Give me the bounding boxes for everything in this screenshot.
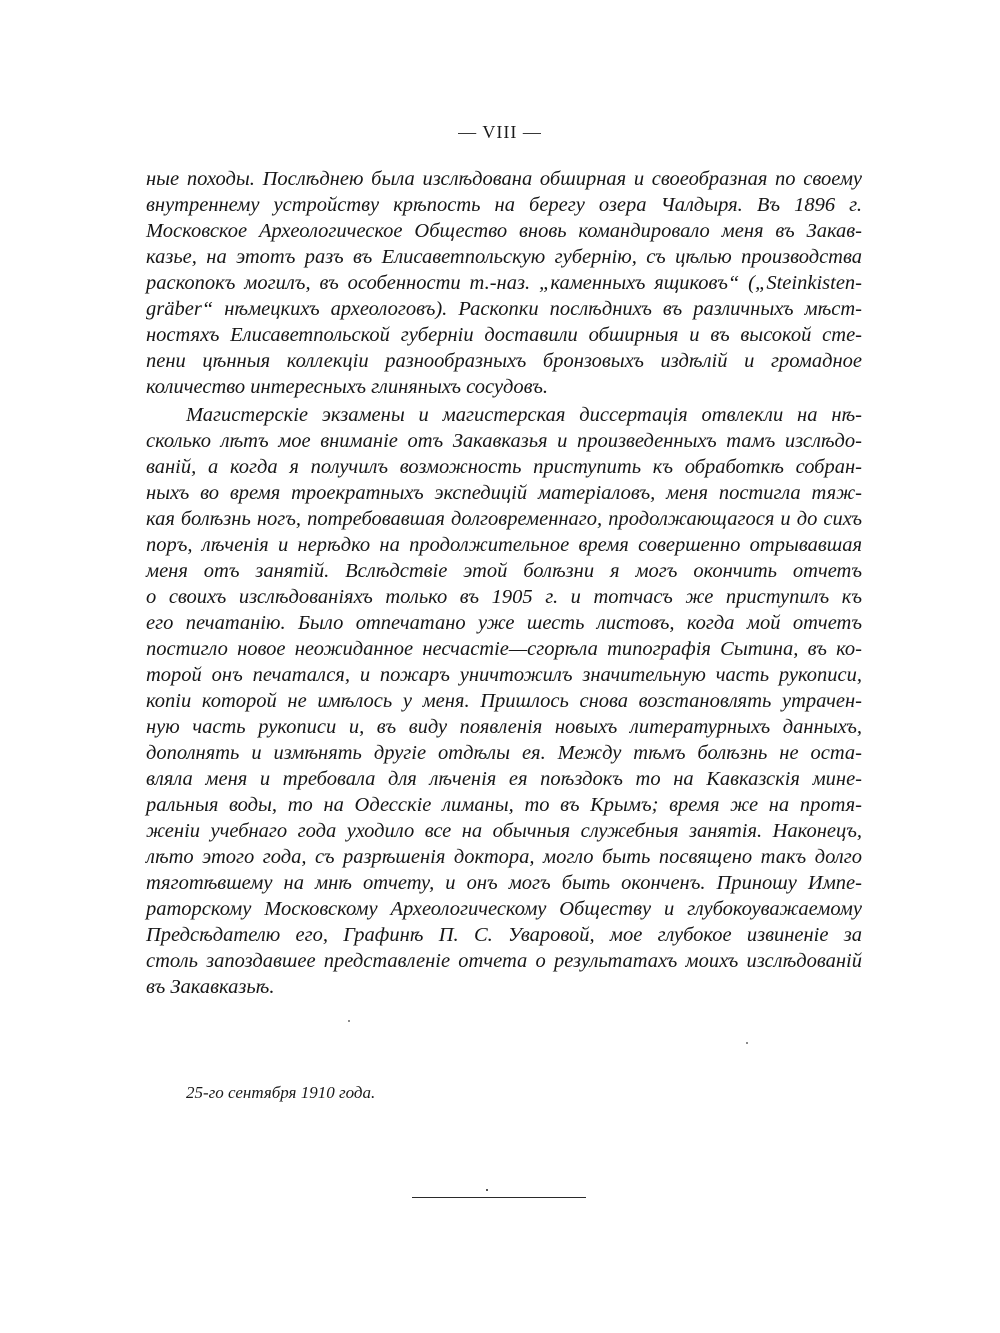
text-line: тяготѣвшему на мнѣ отчету, и онъ могъ быть оконченъ. Приношу Импе- bbox=[146, 872, 862, 894]
text-line: кая болѣзнь ногъ, потребовавшая долговременнаго, продолжающагося и до сихъ bbox=[146, 508, 862, 530]
text-line: ныхъ во время троекратныхъ экспедицій матеріаловъ, меня постигла тяж- bbox=[146, 482, 862, 504]
text-line: Предсѣдателю его, Графинѣ П. С. Уваровой, мое глубокое извиненіе за bbox=[146, 924, 862, 946]
text-line: въ Закавказьѣ. bbox=[146, 976, 275, 998]
text-line: сколько лѣтъ мое вниманіе отъ Закавказья и произведенныхъ тамъ изслѣдо- bbox=[146, 430, 862, 452]
text-line: ральныя воды, то на Одесскіе лиманы, то въ Крымъ; время же на протя- bbox=[146, 794, 862, 816]
body-text bbox=[146, 166, 862, 1000]
page-number: — VIII — bbox=[458, 122, 542, 142]
text-line: женіи учебнаго года уходило все на обычныя служебныя занятія. Наконецъ, bbox=[146, 820, 862, 842]
end-rule-divider bbox=[412, 1197, 586, 1198]
print-speck bbox=[746, 1042, 748, 1044]
text-line: торой онъ печатался, и пожаръ уничтожилъ значительную часть рукописи, bbox=[146, 664, 862, 686]
text-line: количество интересныхъ глиняныхъ сосудовъ. bbox=[146, 376, 549, 398]
text-line: о своихъ изслѣдованіяхъ только въ 1905 г. и тотчасъ же приступилъ къ bbox=[146, 586, 862, 608]
text-line: ную часть рукописи и, въ виду появленія новыхъ литературныхъ данныхъ, bbox=[146, 716, 862, 738]
text-line: ные походы. Послѣднею была изслѣдована обширная и своеобразная по своему bbox=[146, 168, 862, 190]
text-line: ностяхъ Елисаветпольской губерніи доставили обширныя и въ высокой сте- bbox=[146, 324, 862, 346]
text-line: раскопокъ могилъ, въ особенности т.-наз. „каменныхъ ящиковъ“ („Steinkisten- bbox=[146, 272, 862, 294]
text-line: gräber“ нѣмецкихъ археологовъ). Раскопки послѣднихъ въ различныхъ мѣст- bbox=[146, 298, 862, 320]
text-line: Магистерскіе экзамены и магистерская диссертація отвлекли на нѣ- bbox=[186, 404, 862, 426]
text-line: лѣто этого года, съ разрѣшенія доктора, могло быть посвящено такъ долго bbox=[146, 846, 862, 868]
paragraph-1 bbox=[146, 166, 862, 400]
text-line: раторскому Московскому Археологическому Обществу и глубокоуважаемому bbox=[146, 898, 862, 920]
text-line: вляла меня и требовала для лѣченія ея поѣздокъ то на Кавказскія мине- bbox=[146, 768, 862, 790]
print-speck bbox=[348, 1020, 350, 1022]
paragraph-2 bbox=[146, 402, 862, 1000]
text-line: дополнять и измѣнять другіе отдѣлы ея. Между тѣмъ болѣзнь не оста- bbox=[146, 742, 862, 764]
text-line: меня отъ занятій. Вслѣдствіе этой болѣзни я могъ окончить отчетъ bbox=[146, 560, 862, 582]
text-line: копіи которой не имѣлось у меня. Пришлось снова возстановлять утрачен- bbox=[146, 690, 862, 712]
rule-speck bbox=[486, 1189, 488, 1191]
text-line: постигло новое неожиданное несчастіе—сгорѣла типографія Сытина, въ ко- bbox=[146, 638, 862, 660]
text-line: ваній, а когда я получилъ возможность приступить къ обработкѣ собран- bbox=[146, 456, 862, 478]
text-line: пени цѣнныя коллекціи разнообразныхъ бронзовыхъ издѣлій и громадное bbox=[146, 350, 862, 372]
date-signature: 25-го сентября 1910 года. bbox=[186, 1083, 376, 1102]
text-line: столь запоздавшее представленіе отчета о результатахъ моихъ изслѣдованій bbox=[146, 950, 862, 972]
text-line: казье, на этотъ разъ въ Елисаветпольскую губернію, съ цѣлью производства bbox=[146, 246, 862, 268]
text-line: его печатанію. Было отпечатано уже шесть листовъ, когда мой отчетъ bbox=[146, 612, 862, 634]
text-line: Московское Археологическое Общество вновь командировало меня въ Закав- bbox=[146, 220, 862, 242]
text-line: внутреннему устройству крѣпость на берегу озера Чалдыря. Въ 1896 г. bbox=[146, 194, 862, 216]
text-line: поръ, лѣченія и нерѣдко на продолжительное время совершенно отрывавшая bbox=[146, 534, 862, 556]
